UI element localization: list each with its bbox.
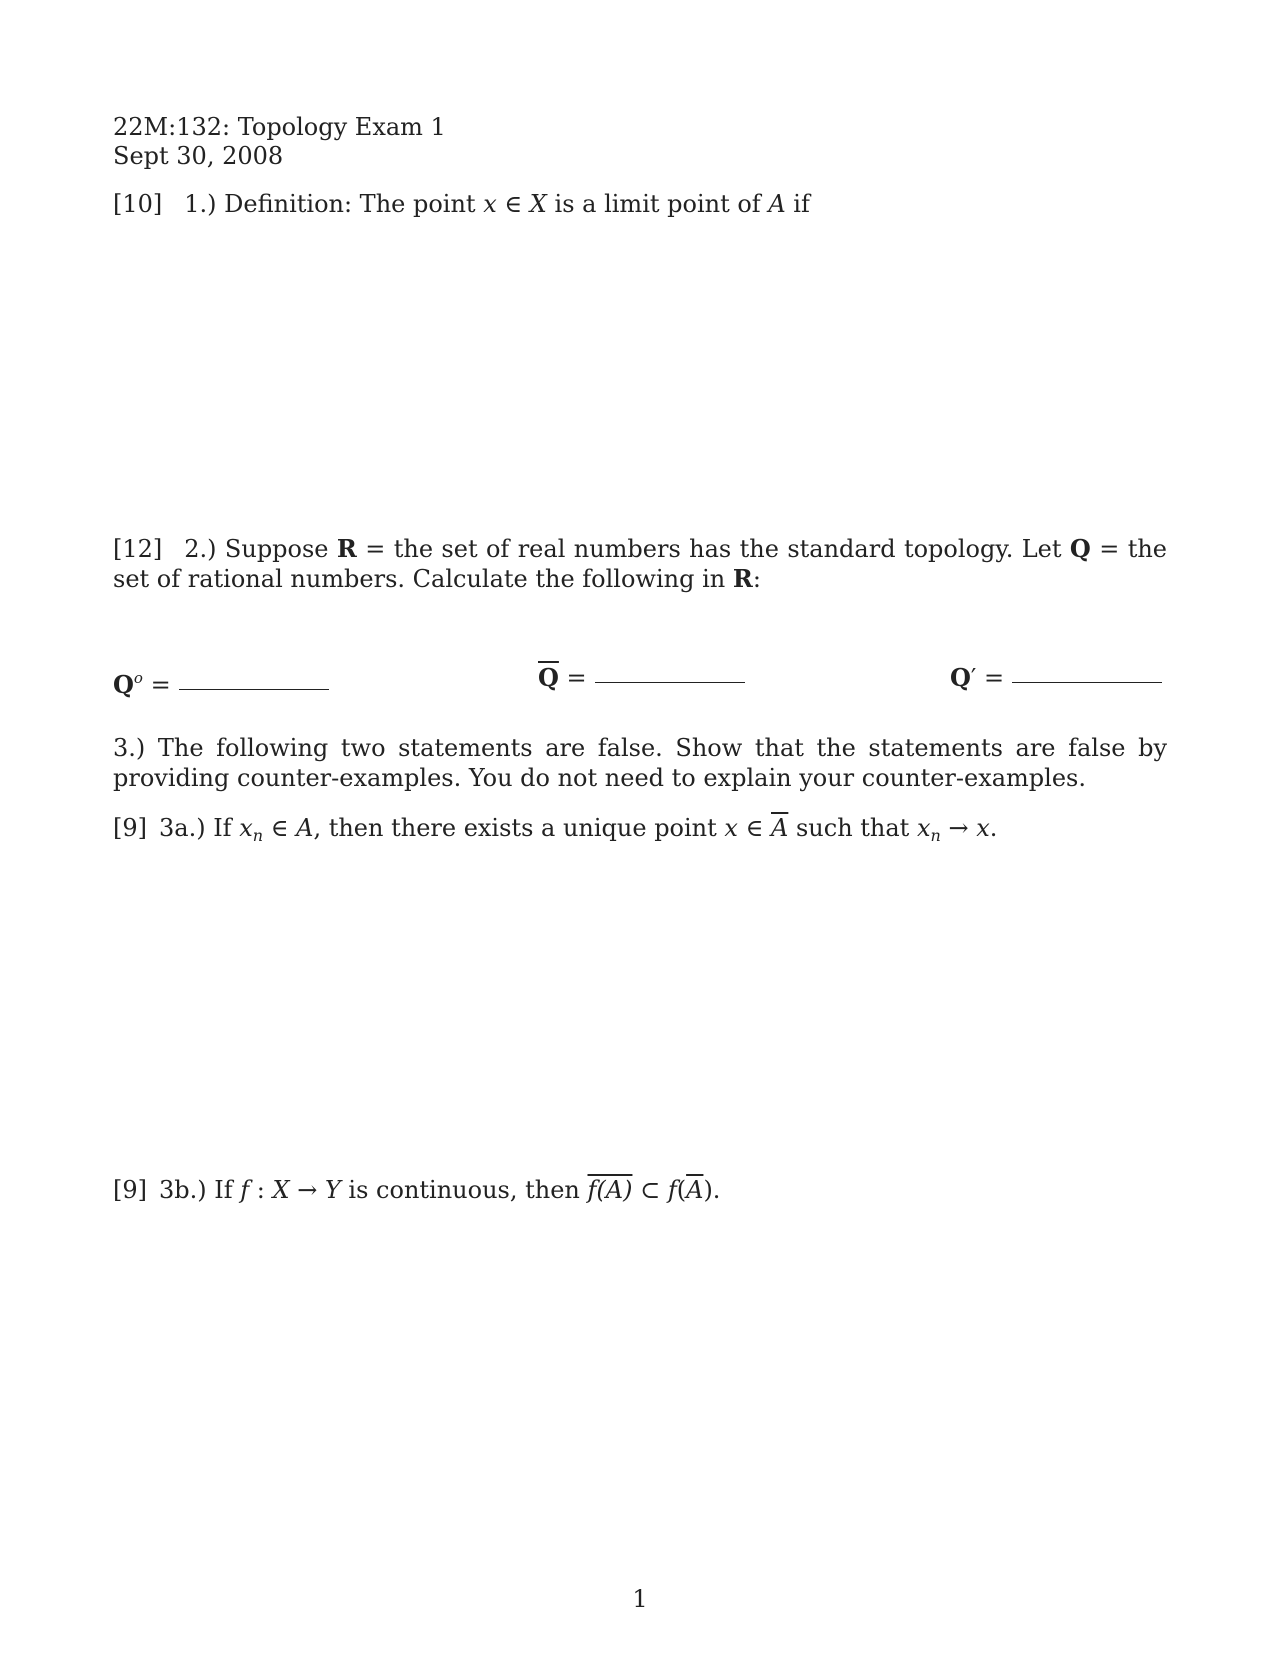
q3b-lhs: f(A) [587, 1176, 633, 1204]
q2-d: : [752, 565, 761, 593]
q2-a: 2.) Suppose [184, 535, 337, 563]
q2-R2: R [732, 564, 753, 593]
q3a-points: [9] [113, 814, 147, 842]
q3b-f: f [240, 1176, 250, 1204]
q1-x: x [483, 190, 497, 218]
q3a-in2: ∈ [737, 814, 771, 842]
q3a-end: . [989, 814, 998, 842]
course-title: 22M:132: Topology Exam 1 [113, 113, 446, 141]
q1-X: X [529, 190, 547, 218]
ans3-equals: = [976, 664, 1005, 692]
ans3-prime: ′ [970, 664, 977, 692]
ans3-symbol: Q [950, 663, 971, 692]
q3a-x4: x [976, 814, 990, 842]
ans2-symbol: $\overline{Q}$ [538, 663, 559, 692]
q3b-paren-open: ( [676, 1176, 687, 1204]
q2-c: = the set of rational numbers. Calculate the following in [113, 535, 1167, 593]
q3b-mid: is continuous, then [340, 1176, 588, 1204]
q1-in: ∈ [496, 190, 530, 218]
answer-closure [538, 663, 745, 693]
q3a-lead: 3a.) If [159, 814, 240, 842]
q3b-subset: ⊂ [632, 1176, 668, 1204]
q2-points: [12] [113, 535, 163, 563]
q2-b: = the set of real numbers has the standard topology. Let [356, 535, 1070, 563]
q3b-lead: 3b.) If [159, 1176, 241, 1204]
q3a-in: ∈ [263, 814, 297, 842]
q1-tail: if [785, 190, 810, 218]
page-number: 1 [632, 1585, 648, 1613]
answer-blank-derived[interactable] [1012, 681, 1162, 683]
answer-interior [113, 663, 329, 700]
q3a-x3: x [916, 814, 931, 842]
q2-R: R [336, 534, 357, 563]
q2-Q: Q [1069, 534, 1091, 563]
q3a-such: such that [788, 814, 917, 842]
q3a-x: x [239, 814, 253, 842]
q3a-A: A [296, 814, 314, 842]
ans1-symbol: Q [113, 670, 134, 699]
q3b-Y: Y [324, 1176, 341, 1204]
q3b-points: [9] [113, 1176, 147, 1204]
answer-derived-set [950, 663, 1162, 693]
q3b-paren-close: ). [703, 1176, 721, 1204]
q1-lead: 1.) Definition: The point [184, 190, 476, 218]
question-1 [113, 189, 810, 219]
q3a-n: n [252, 826, 264, 845]
exam-date: Sept 30, 2008 [113, 142, 284, 170]
q1-points: [10] [113, 190, 163, 218]
answer-blank-interior[interactable] [179, 688, 329, 690]
q3a-n2: n [930, 826, 941, 845]
question-3b [113, 1175, 720, 1205]
q3b-colon: : [249, 1176, 273, 1204]
q3a-arrow: → [940, 814, 977, 842]
q3a-x2: x [724, 814, 738, 842]
answer-blank-closure[interactable] [595, 681, 745, 683]
q3a-Abar: $\overline{A}$ [771, 814, 789, 842]
question-3-intro: 3.) The following two statements are false. Show that the statements are false by providing counter-examples. You do not need to explain your counter-examples. [113, 734, 1167, 792]
q3b-arrow: → [289, 1176, 325, 1204]
q3a-mid: , then there exists a unique point [313, 814, 725, 842]
question-2 [113, 534, 1167, 594]
question-3a [113, 813, 997, 851]
q1-A: A [768, 190, 786, 218]
q1-mid: is a limit point of [546, 190, 769, 218]
q3b-X: X [272, 1176, 290, 1204]
ans1-equals: = [142, 671, 171, 699]
q3b-f2: f [667, 1176, 677, 1204]
ans1-superscript: o [133, 669, 143, 687]
ans2-equals: = [558, 664, 587, 692]
q3b-Abar: $\overline{A}$ [686, 1176, 704, 1204]
